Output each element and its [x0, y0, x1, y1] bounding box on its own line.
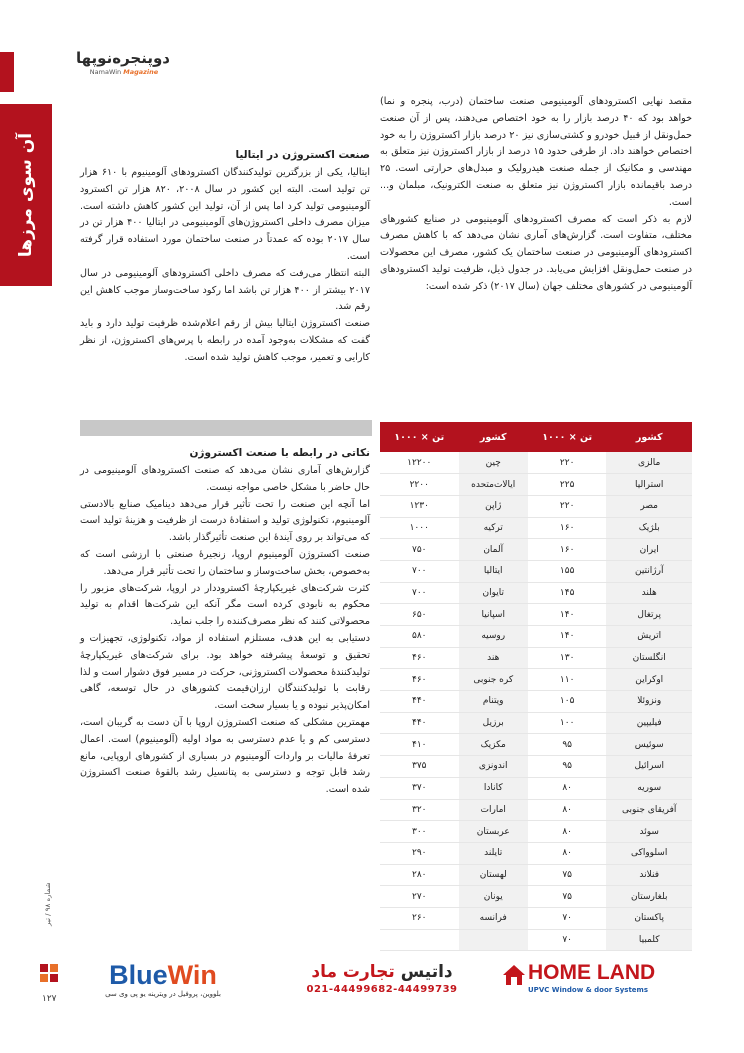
cell-tons-1: ۱۴۵ [528, 582, 606, 604]
cell-country-2: برزیل [459, 712, 528, 734]
cell-country-2: فرانسه [459, 907, 528, 929]
points-paragraph-6: مهمترین مشکلی که صنعت اکستروژن اروپا با آن دست به گریبان است، دسترسی کم و یا عدم دسترسی به مواد اولیه (آلومینیوم) است. اعمال تعرفهٔ مالیات بر واردات آلومینیوم در بسیاری از کشورهای اروپایی، مانع رشد قابل توجه و دسترسی به پتانسیل رشد بالقوهٔ صنعت اکستروژن شده است. [80, 716, 370, 796]
cell-tons-2: ۲۲۰۰ [380, 474, 459, 496]
issue-label: شماره ۹۸ / تیر [44, 882, 52, 926]
cell-country-2: یونان [459, 886, 528, 908]
table-row [380, 734, 692, 756]
cell-tons-2: ۲۹۰ [380, 842, 459, 864]
cell-country-1: مصر [606, 495, 692, 517]
cell-country-2: روسیه [459, 626, 528, 648]
bluewin-tagline: بلووین، پروفیل در ویترینه یو پی وی سی [105, 990, 221, 998]
cell-country-2: کره جنوبی [459, 669, 528, 691]
points-paragraph-2: اما آنچه این صنعت را تحت تأثیر قرار می‌دهد دینامیک صنایع بالادستی آلومینیوم، تکنولوژی تولید و استفادهٔ درست از ظرفیت و هزینهٔ تولید است که می‌تواند بر روی آیندهٔ این صنعت تأثیرگذار باشد. [80, 498, 370, 544]
bluewin-word-win: Win [167, 960, 217, 990]
section-tab [0, 104, 52, 286]
cell-tons-1: ۷۵ [528, 886, 606, 908]
cell-tons-2: ۱۲۲۰۰ [380, 452, 459, 474]
italy-paragraph-2: البته انتظار می‌رفت که مصرف داخلی اکسترودهای آلومینیومی در سال ۲۰۱۷ بیشتر از ۴۰۰ هزار تن باشد اما رکود ساخت‌وساز موجب کاهش این رقم شد. [80, 267, 370, 313]
cell-tons-2: ۳۰۰ [380, 821, 459, 843]
points-heading: نکاتی در رابطه با صنعت اکستروژن [189, 447, 370, 459]
magazine-logo [78, 50, 170, 84]
house-icon [502, 964, 526, 986]
section-tab-label: آن سوی مرزها [16, 132, 36, 258]
intro-paragraph-2: لازم به ذکر است که مصرف اکسترودهای آلومینیومی در صنایع کشورهای مختلف، متفاوت است. گزارش‌های آماری نشان می‌دهد که با کاهش مصرف اکسترودهای آلومینیومی در صنعت ساختمان یک کشور، مصرف این محصولات در صنعت حمل‌ونقل افزایش می‌یابد. در جدول ذیل، ظرفیت تولید اکسترودهای آلومینیومی در کشورهای مختلف جهان (سال ۲۰۱۷) ذکر شده است: [380, 213, 692, 292]
cell-country-1: بلژیک [606, 517, 692, 539]
cell-country-2: ژاپن [459, 495, 528, 517]
cell-country-1: آفریقای جنوبی [606, 799, 692, 821]
cell-tons-2: ۲۷۰ [380, 886, 459, 908]
logo-sub-suffix: Magazine [123, 68, 159, 76]
table-row [380, 647, 692, 669]
cell-country-1: اسرائیل [606, 756, 692, 778]
cell-tons-1: ۲۲۰ [528, 495, 606, 517]
cell-country-1: ایران [606, 539, 692, 561]
italy-paragraph-1: ایتالیا، یکی از بزرگترین تولیدکنندگان اکسترودهای آلومینیوم با ۶۱۰ هزار تن تولید است. البته این کشور در سال ۲۰۰۸، ۸۲۰ هزار تن اکسترود آلومینیومی تولید کرد اما پس از آن، تولید این کشور کاهش داشته است. میزان مصرف داخلی اکستروژن‌های آلومینیومی در ایتالیا ۴۰۰ هزار تن در سال ۲۰۱۷ بوده که عمدتاً در صنعت ساختمان مورد استفاده قرار گرفته است. [80, 167, 371, 262]
cell-country-2: ایتالیا [459, 560, 528, 582]
cell-tons-1: ۱۵۵ [528, 560, 606, 582]
datis-title-a: داتیس [400, 962, 453, 982]
cell-country-1: بلغارستان [606, 886, 692, 908]
cell-tons-2: ۳۷۵ [380, 756, 459, 778]
bluewin-word-blue: Blue [109, 960, 168, 990]
cell-tons-1: ۱۰۰ [528, 712, 606, 734]
cell-country-2: چین [459, 452, 528, 474]
cell-tons-2: ۶۵۰ [380, 604, 459, 626]
cell-country-1: استرالیا [606, 474, 692, 496]
cell-country-2: آلمان [459, 539, 528, 561]
datis-title [278, 960, 486, 984]
header-country-1: کشور [606, 422, 692, 452]
cell-country-1: اوکراین [606, 669, 692, 691]
cell-tons-2: ۲۶۰ [380, 907, 459, 929]
table-row [380, 712, 692, 734]
footer-ads [78, 960, 694, 1006]
datis-ad[interactable] [278, 960, 486, 1006]
table-row [380, 474, 692, 496]
table-row [380, 604, 692, 626]
table-row [380, 864, 692, 886]
cell-country-2: هند [459, 647, 528, 669]
table-row [380, 495, 692, 517]
cell-country-2: عربستان [459, 821, 528, 843]
table-row [380, 929, 692, 951]
cell-country-2: ایالات‌متحده [459, 474, 528, 496]
cell-tons-1: ۸۰ [528, 799, 606, 821]
intro-paragraph-1: مقصد نهایی اکسترودهای آلومینیومی صنعت ساختمان (درب، پنجره و نما) خواهد بود که ۴۰ درصد بازار را به خود اختصاص می‌دهند، پس از آن صنعت حمل‌ونقل از قبیل خودرو و کشتی‌سازی نیز ۲۰ درصد بازار اکستروژن را به خود اختصاص خواهند داد. از طرفی حدود ۱۵ درصد از بازار اکستروژن نیز متعلق به مهندسی و مکانیک از جمله صنعت هیدرولیک و مبدل‌های حرارتی است. ۲۵ درصد باقیمانده بازار اکستروژن نیز متعلق به صنعت الکترونیک، مبلمان و... است. [380, 96, 692, 208]
cell-country-2: تایلند [459, 842, 528, 864]
table-row [380, 777, 692, 799]
cell-tons-1: ۹۵ [528, 734, 606, 756]
header-tons-1: تن × ۱۰۰۰ [528, 422, 606, 452]
cell-tons-1: ۱۳۰ [528, 647, 606, 669]
cell-tons-1: ۱۶۰ [528, 517, 606, 539]
logo-sub-prefix: NamaWin [89, 68, 122, 76]
table-row [380, 886, 692, 908]
table-row [380, 560, 692, 582]
cell-country-1: آرژانتین [606, 560, 692, 582]
table-row [380, 691, 692, 713]
bluewin-ad[interactable] [78, 960, 248, 1006]
table-body [380, 452, 692, 951]
cell-tons-2: ۱۰۰۰ [380, 517, 459, 539]
table-row [380, 907, 692, 929]
cell-country-1: سوریه [606, 777, 692, 799]
section-divider [80, 420, 372, 436]
points-paragraph-1: گزارش‌های آماری نشان می‌دهد که صنعت اکسترودهای آلومینیومی در حال حاضر با مشکل خاصی مواجه نیست. [80, 465, 370, 493]
cell-country-1: کلمبیا [606, 929, 692, 951]
header-tons-2: تن × ۱۰۰۰ [380, 422, 459, 452]
cell-tons-1: ۸۰ [528, 842, 606, 864]
table-row [380, 799, 692, 821]
table-header-row [380, 422, 692, 452]
table-row [380, 582, 692, 604]
cell-country-1: اتریش [606, 626, 692, 648]
table-row [380, 842, 692, 864]
table-row [380, 452, 692, 474]
cell-tons-2: ۷۰۰ [380, 560, 459, 582]
cell-country-1: فیلیپین [606, 712, 692, 734]
cell-country-1: مالزی [606, 452, 692, 474]
header-country-2: کشور [459, 422, 528, 452]
cell-tons-1: ۷۵ [528, 864, 606, 886]
cell-country-2: اسپانیا [459, 604, 528, 626]
cell-country-1: سوئد [606, 821, 692, 843]
cell-tons-1: ۸۰ [528, 777, 606, 799]
cell-tons-2: ۵۸۰ [380, 626, 459, 648]
cell-tons-2: ۴۶۰ [380, 669, 459, 691]
cell-tons-2: ۳۷۰ [380, 777, 459, 799]
logo-subtitle [78, 68, 170, 76]
cell-tons-2: ۴۴۰ [380, 712, 459, 734]
cell-tons-2: ۴۴۰ [380, 691, 459, 713]
cell-tons-1: ۷۰ [528, 929, 606, 951]
accent-bar [0, 52, 14, 92]
cell-tons-2 [380, 929, 459, 951]
table-row [380, 821, 692, 843]
cell-country-1: سوئیس [606, 734, 692, 756]
table-row [380, 669, 692, 691]
table-row [380, 539, 692, 561]
cell-tons-1: ۹۵ [528, 756, 606, 778]
cell-tons-1: ۱۶۰ [528, 539, 606, 561]
cell-tons-2: ۳۲۰ [380, 799, 459, 821]
italy-section [80, 146, 370, 367]
cell-tons-2: ۷۰۰ [380, 582, 459, 604]
cell-country-2: امارات [459, 799, 528, 821]
cell-tons-1: ۱۴۰ [528, 626, 606, 648]
cell-tons-1: ۱۴۰ [528, 604, 606, 626]
magazine-mini-icon [38, 962, 60, 984]
points-paragraph-5: دستیابی به این هدف، مستلزم استفاده از مواد، تکنولوژی، تجهیزات و تحقیق و توسعهٔ پیشرفته خواهد بود. برای شرکت‌های غیریکپارچهٔ تولیدکنندهٔ محصولات اکستروژنی، حرکت در مسیر فوق دشوار است و لذا رقابت با تولیدکنندگان ارزان‌قیمت کشورهای در حال توسعه، گاهی امکان‌پذیر نبوده و یا بسیار سخت است. [80, 632, 370, 712]
table-row [380, 626, 692, 648]
cell-country-2: اندونزی [459, 756, 528, 778]
page-number: ۱۲۷ [42, 994, 57, 1004]
table-row [380, 517, 692, 539]
homeland-tagline: UPVC Window & door Systems [528, 986, 649, 994]
cell-tons-1: ۲۲۰ [528, 452, 606, 474]
cell-tons-2: ۴۱۰ [380, 734, 459, 756]
cell-country-1: هلند [606, 582, 692, 604]
cell-country-2 [459, 929, 528, 951]
cell-country-1: پرتغال [606, 604, 692, 626]
cell-country-1: فنلاند [606, 864, 692, 886]
cell-country-2: مکزیک [459, 734, 528, 756]
cell-country-2: کانادا [459, 777, 528, 799]
cell-tons-2: ۱۲۳۰ [380, 495, 459, 517]
cell-country-2: لهستان [459, 864, 528, 886]
cell-country-2: ترکیه [459, 517, 528, 539]
datis-title-b: تجارت ماد [311, 962, 395, 982]
table-row [380, 756, 692, 778]
homeland-title: HOME LAND [528, 961, 656, 984]
logo-brand: دوپنجره‌نوپها [76, 49, 170, 67]
cell-country-2: ویتنام [459, 691, 528, 713]
cell-tons-2: ۴۶۰ [380, 647, 459, 669]
cell-tons-1: ۸۰ [528, 821, 606, 843]
cell-country-1: پاکستان [606, 907, 692, 929]
datis-phone: 021-44499682-44499739 [306, 984, 458, 995]
intro-column [380, 94, 692, 296]
italy-paragraph-3: صنعت اکستروژن ایتالیا بیش از رقم اعلام‌شده ظرفیت تولید دارد و باید گفت که مشکلات به‌وجود آمده در رابطه با پرس‌های اکستروژن، از نظر کارایی و تعمیر، موجب کاهش تولید شده است. [80, 318, 370, 363]
italy-heading: صنعت اکستروژن در ایتالیا [235, 149, 370, 161]
points-paragraph-3: صنعت اکستروژن آلومینیوم اروپا، زنجیرهٔ صنعتی با ارزشی است که به‌خصوص، بخش ساخت‌وساز و ساختمان را تحت تأثیر قرار می‌دهد. [80, 548, 370, 577]
points-section [80, 444, 370, 799]
cell-country-1: اسلوواکی [606, 842, 692, 864]
cell-tons-1: ۱۱۰ [528, 669, 606, 691]
homeland-ad[interactable] [502, 960, 694, 1006]
cell-tons-1: ۱۰۵ [528, 691, 606, 713]
capacity-table [380, 422, 692, 951]
cell-tons-2: ۲۸۰ [380, 864, 459, 886]
cell-tons-2: ۷۵۰ [380, 539, 459, 561]
bluewin-logo [78, 960, 248, 990]
cell-country-1: ونزوئلا [606, 691, 692, 713]
cell-tons-1: ۷۰ [528, 907, 606, 929]
cell-country-2: تایوان [459, 582, 528, 604]
cell-country-1: انگلستان [606, 647, 692, 669]
points-paragraph-4: کثرت شرکت‌های غیریکپارچهٔ اکستروددار در اروپا، شرکت‌های مزبور را محکوم به نابودی کرده است مگر آنکه این شرکت‌ها اقدام به تولید محصولاتی کنند که نظر مصرف‌کننده را جلب نماید. [80, 582, 370, 628]
cell-tons-1: ۲۲۵ [528, 474, 606, 496]
